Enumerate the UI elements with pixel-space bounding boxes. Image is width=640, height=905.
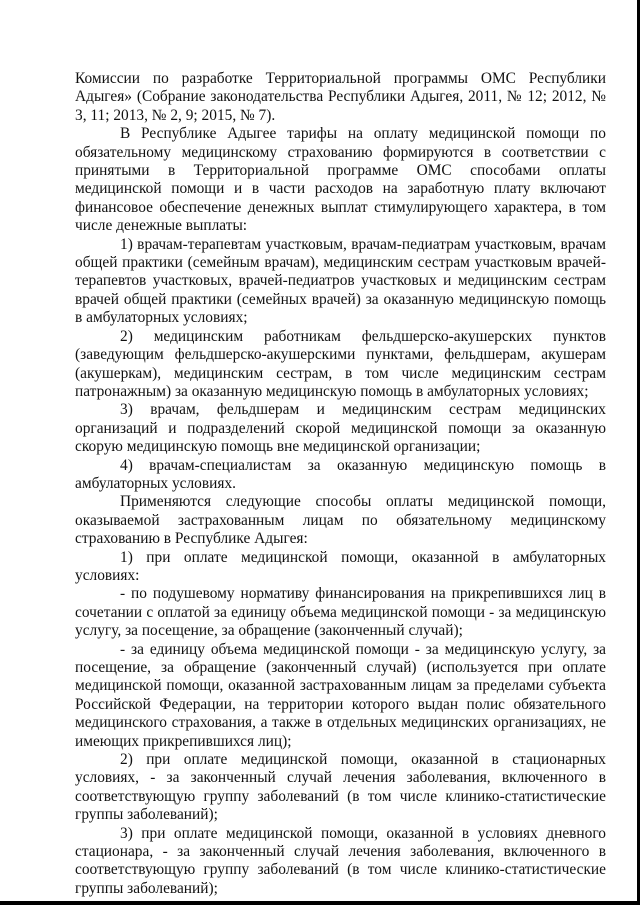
paragraph-payment-methods: Применяются следующие способы оплаты медицинской помощи, оказываемой застрахованным лицам по обязательному медицинскому страхованию в Республике Адыгея: xyxy=(75,493,606,548)
paragraph-intro: В Республике Адыгее тарифы на оплату медицинской помощи по обязательному медицинскому страхованию формируются в соответствии с принятыми в Территориальной программе ОМС способами оплаты медицинской помощи и в части расходов на заработную плату включают финансовое обеспечение денежных выплат стимулирующего характера, в том числе денежные выплаты: xyxy=(75,125,606,235)
document-body xyxy=(75,70,606,898)
payment-subitem-2: - за единицу объема медицинской помощи - за медицинскую услугу, за посещение, за обращение (законченный случай) (используется при оплате медицинской помощи, оказанной застрахованным лицам за пределами субъекта Российской Федерации, на территории которого выдан полис обязательного медицинского страхования, а также в отдельных медицинских организациях, не имеющих прикрепившихся лиц); xyxy=(75,640,606,750)
list-item-3: 3) врачам, фельдшерам и медицинским сестрам медицинских организаций и подразделений скорой медицинской помощи за оказанную скорую медицинскую помощь вне медицинской организации; xyxy=(75,401,606,456)
scan-edge-bottom xyxy=(0,901,640,905)
payment-item-2: 2) при оплате медицинской помощи, оказанной в стационарных условиях, - за законченный случай лечения заболевания, включенного в соответствующую группу заболеваний (в том числе клинико-статистические группы заболеваний); xyxy=(75,751,606,824)
list-item-1: 1) врачам-терапевтам участковым, врачам-педиатрам участковым, врачам общей практики (семейным врачам), медицинским сестрам участковым врачей-терапевтов участковых, врачей-педиатров участковых и медицинским сестрам врачей общей практики (семейных врачей) за оказанную медицинскую помощь в амбулаторных условиях; xyxy=(75,235,606,327)
payment-item-3: 3) при оплате медицинской помощи, оказанной в условиях дневного стационара, - за законченный случай лечения заболевания, включенного в соответствующую группу заболеваний (в том числе клинико-статистические группы заболеваний); xyxy=(75,824,606,897)
list-item-4: 4) врачам-специалистам за оказанную медицинскую помощь в амбулаторных условиях. xyxy=(75,456,606,492)
payment-item-1: 1) при оплате медицинской помощи, оказанной в амбулаторных условиях: xyxy=(75,548,606,584)
paragraph-continuation: Комиссии по разработке Территориальной программы ОМС Республики Адыгея» (Собрание законодательства Республики Адыгея, 2011, № 12; 2012, № 3, 11; 2013, № 2, 9; 2015, № 7). xyxy=(75,70,606,124)
list-item-2: 2) медицинским работникам фельдшерско-акушерских пунктов (заведующим фельдшерско-акушерскими пунктами, фельдшерам, акушерам (акушеркам), медицинским сестрам, в том числе медицинским сестрам патронажным) за оказанную медицинскую помощь в амбулаторных условиях; xyxy=(75,327,606,400)
payment-subitem-1: - по подушевому нормативу финансирования на прикрепившихся лиц в сочетании с оплатой за единицу объема медицинской помощи - за медицинскую услугу, за посещение, за обращение (законченный случай); xyxy=(75,585,606,640)
